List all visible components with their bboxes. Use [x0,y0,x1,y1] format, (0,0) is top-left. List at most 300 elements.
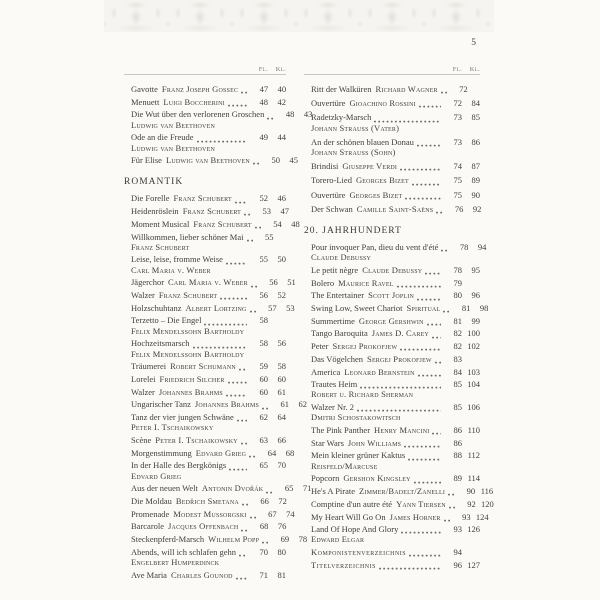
dot-leader [427,319,441,326]
composer-name: Modest Mussorgski [173,508,247,519]
dot-leader [441,87,447,94]
piece-title: Komponistenverzeichnis [311,547,407,558]
toc-entry [304,278,480,288]
toc-entry-line [311,498,494,509]
column-header-rule [124,66,286,75]
flute-page-number: 88 [453,450,462,461]
flute-page-number: 70 [259,546,268,557]
composer-name: Franz Schubert [173,193,232,204]
dot-leader [267,113,273,120]
section-header: ROMANTIK [124,177,184,188]
piece-title: He's A Pirate [311,486,356,497]
flute-page-number: 66 [260,496,269,506]
flute-page-number: 55 [265,231,274,242]
flute-page-number: 55 [259,254,268,265]
piece-title: Träumerei [131,361,167,372]
toc-column-right [304,66,494,573]
dot-leader [412,179,441,186]
piece-title: Ave Maria [131,569,167,580]
toc-entry [304,438,480,448]
composer-name: Engelbert Humperdinck [131,557,220,568]
piece-title: Comptine d'un autre été [311,498,393,509]
composer-name: Felix Mendelssohn Bartholdy [131,348,245,359]
flute-page-number: 92 [467,498,476,509]
dot-leader [241,87,247,94]
dot-leader [229,464,247,471]
toc-entry-line [311,175,480,185]
composer-name: Ludwig van Beethoven [131,142,215,153]
dot-leader [417,140,441,147]
piano-page-number: 44 [277,132,286,143]
toc-entry [304,425,480,435]
composer-name: Maurice Ravel [338,277,394,288]
toc-entry [304,524,480,544]
dot-leader [425,268,441,275]
toc-entry-line [131,412,286,422]
flute-page-number: 93 [462,511,471,522]
toc-entry [124,460,286,480]
composer-name: Claude Debussy [362,264,423,275]
flute-page-number: 64 [267,447,277,458]
piano-page-number: 89 [471,175,480,186]
toc-entry [124,193,286,203]
dot-leader [449,502,455,509]
flute-page-number: 72 [453,98,462,109]
piece-title: Barcarole [131,521,165,532]
toc-entry [124,412,286,432]
composer-name: Edvard Grieg [131,470,182,481]
toc-entry [304,402,480,422]
toc-entry [124,206,290,217]
composer-name: Georges Bizet [349,189,403,200]
composer-name: Gershon Kingsley [343,473,411,484]
piece-title: My Heart Will Go On [311,511,386,522]
dot-leader [251,281,257,288]
toc-section [124,84,313,166]
dot-leader [441,245,447,252]
piano-page-number: 102 [467,341,480,352]
composer-name: Spiritual [406,303,441,314]
dot-leader [436,207,442,214]
toc-entry-line [131,218,300,229]
piano-page-number: 70 [277,460,286,471]
piano-page-number: 92 [472,203,482,214]
toc-section [304,84,480,214]
toc-entry-line [131,570,286,580]
toc-entry [304,486,494,497]
piece-title: Lorelei [131,373,156,384]
composer-name: Ludwig van Beethoven [131,119,215,130]
toc-entry [304,265,480,275]
piano-page-number: 100 [467,328,480,339]
piano-page-number: 62 [298,399,308,410]
dot-leader [242,499,248,506]
toc-entry [304,547,480,557]
dot-leader [357,405,441,412]
flute-page-number: 60 [259,373,268,384]
toc-entry-line [131,521,286,531]
toc-entry [124,496,286,506]
toc-entry-line [131,254,286,264]
toc-entry-line [131,338,286,348]
piano-page-number: 43 [303,109,313,120]
composer-name: Edward Elgar [311,534,365,545]
dot-leader [241,438,247,445]
toc-entry-line [311,486,494,497]
piece-title: Tango Baroquita [311,328,368,339]
toc-entry-line [131,193,286,203]
toc-entry [304,161,480,171]
toc-entry [124,109,313,130]
composer-name: Sergej Prokofjew [367,353,432,364]
piano-column-label: Kl. [469,66,480,73]
piece-title: Die Forelle [131,193,170,204]
composer-name: James D. Carey [371,328,430,339]
flute-page-number: 49 [259,132,268,143]
piece-title: Trautes Heim [311,379,358,390]
piano-page-number: 116 [480,486,494,497]
flute-page-number: 85 [453,402,462,413]
dot-leader [255,222,261,229]
toc-entry [124,232,286,252]
toc-entry [304,511,489,522]
dot-leader [244,209,250,216]
toc-entry-line [311,303,489,314]
composer-name: Dmitri Schostakowitsch [311,412,401,423]
toc-entry [304,98,480,108]
dot-leader [250,306,256,313]
piano-page-number: 52 [277,290,286,301]
toc-entry [124,277,296,288]
composer-name: Sergej Prokofjew [332,341,398,352]
piece-title: Le petit nègre [311,264,359,275]
toc-entry-line [311,425,480,435]
piece-title: Tanz der vier jungen Schwäne [131,412,234,423]
flute-page-number: 53 [262,206,272,217]
dot-leader [408,454,441,461]
piece-title: Ode an die Freude [131,132,194,143]
toc-entry-line [131,315,286,325]
dot-leader [414,477,441,484]
composer-name: Carl Maria v. Weber [168,277,248,288]
toc-entry-line [311,265,480,275]
piece-title: Popcorn [311,473,340,484]
toc-entry [304,560,480,570]
composer-name: John Williams [347,437,402,448]
piece-title: Ouvertüre [311,189,346,200]
dot-leader [266,487,272,494]
composer-name: Johannes Brahms [194,399,260,410]
composer-name: Reisfeld/Marcuse [311,460,378,471]
toc-entry-line [311,278,480,288]
composer-name: Robert Schumann [170,361,236,372]
toc-entry-line [311,547,480,557]
piece-title: Das Vögelchen [311,353,364,364]
toc-entry-line [311,367,480,377]
toc-entry [124,435,286,445]
composer-name: Felix Mendelssohn Bartholdy [131,325,245,336]
flute-page-number: 96 [453,559,462,570]
piano-page-number: 104 [467,379,480,390]
composer-name: Gioachino Rossini [349,98,416,109]
piece-title: Gavotte [131,84,158,94]
toc-entry-line [311,524,480,534]
toc-entry-line [311,450,480,460]
toc-entry-line [131,232,286,242]
toc-entry [304,379,480,399]
piece-title: Ungarischer Tanz [131,399,191,410]
piano-page-number: 72 [278,496,287,506]
piece-title: Mein kleiner grüner Kaktus [311,450,406,461]
flute-page-number: 79 [453,277,462,288]
piano-page-number: 56 [277,338,286,349]
piano-page-number: 53 [286,302,295,313]
piano-page-number: 40 [277,84,287,94]
flute-page-number: 65 [259,460,268,471]
flute-page-number: 56 [259,290,268,301]
piano-page-number: 84 [471,98,480,109]
toc-entry [304,303,489,314]
flute-page-number: 69 [280,534,290,545]
toc-entry-line [131,460,286,470]
composer-name: Franz Joseph Gossec [161,84,239,94]
piece-title: America [311,366,341,377]
piece-title: An der schönen blauen Donau [311,136,414,147]
piano-page-number: 61 [277,386,286,397]
dot-leader [239,364,247,371]
toc-entry-line [131,109,313,120]
composer-name: George Gershwin [358,315,424,326]
piano-page-number: 126 [467,524,480,535]
piece-title: The Pink Panther [311,425,371,436]
composer-name: Antonin Dvořák [201,483,264,494]
dot-leader [360,382,441,389]
composer-name: Carl Maria v. Weber [131,264,211,275]
toc-entry-line [131,290,286,300]
toc-section [304,547,480,570]
dot-leader [241,525,247,532]
toc-entry-line [311,560,480,570]
toc-entry-line [131,447,295,458]
flute-column-label: Fl. [452,66,462,73]
flute-page-number: 73 [453,112,462,123]
piece-title: Leise, leise, fromme Weise [131,254,223,265]
flute-page-number: 72 [459,84,468,94]
piano-column-label: Kl. [275,66,286,73]
composer-name: Zimmer/Badelt/Zanelli [359,486,446,497]
piano-page-number: 58 [277,361,286,372]
composer-name: Leonard Bernstein [344,366,415,377]
piano-page-number: 98 [479,303,489,314]
dot-leader [239,550,247,557]
piano-page-number: 68 [285,447,295,458]
dot-leader [197,136,247,143]
flute-page-number: 75 [453,175,462,186]
piece-title: Bolero [311,277,335,288]
toc-entry [124,290,286,300]
composer-name: Wilhelm Popp [208,534,260,545]
piece-title: Aus der neuen Welt [131,483,198,494]
flute-page-number: 50 [271,155,280,166]
piano-page-number: 47 [280,206,290,217]
toc-entry-line [311,242,487,253]
piece-title: Walzer Nr. 2 [311,402,354,413]
flute-page-number: 80 [453,290,462,301]
piano-page-number: 85 [471,112,480,123]
dot-leader [401,527,441,534]
toc-entry-line [311,112,480,122]
piece-title: Moment Musical [131,218,190,229]
composer-name: James Horner [389,511,441,522]
toc-entry [304,367,480,377]
piano-page-number: 99 [471,315,480,326]
composer-name: Scott Joplin [368,290,415,301]
piece-title: Brindisi [311,161,339,172]
piece-title: Swing Low, Sweet Chariot [311,303,403,314]
toc-entry-line [131,277,296,288]
flute-page-number: 48 [259,96,268,107]
piece-title: Terzetto – Die Engel [131,315,202,326]
piano-page-number: 45 [289,155,298,166]
flute-page-number: 82 [453,328,462,339]
piece-title: Holzschuhtanz [131,302,182,313]
dot-leader [374,116,441,123]
dot-leader [405,193,441,200]
piano-page-number: 95 [471,264,480,275]
piano-page-number: 48 [291,218,300,229]
toc-entry [124,399,308,410]
dot-leader [249,451,255,458]
piece-title: Titelverzeichnis [311,559,376,570]
piano-page-number: 60 [277,373,286,384]
dot-leader [432,332,441,339]
toc-entry-line [311,290,480,300]
piano-page-number: 110 [467,425,480,436]
piece-title: In der Halle des Bergkönigs [131,460,227,471]
column-header-rule [304,66,480,75]
piece-title: Torero-Lied [311,175,352,186]
composer-name: Yann Tiersen [396,498,446,509]
flute-page-number: 47 [259,84,269,94]
dot-leader [404,441,441,448]
composer-name: Franz Schubert [182,206,242,217]
toc-entry [304,341,480,351]
piano-page-number: 50 [277,254,286,265]
piece-title: Radetzky-Marsch [311,112,372,123]
flute-page-number: 90 [466,486,476,497]
dot-leader [400,344,441,351]
piano-page-number: 112 [467,450,480,461]
flute-page-number: 76 [454,203,464,214]
piano-page-number: 114 [467,473,480,484]
toc-entry [124,302,295,313]
composer-name: Bedřich Smetana [175,496,239,506]
piece-title: Pour invoquer Pan, dieu du vent d'été [311,242,439,253]
dot-leader [237,415,247,422]
toc-entry-line [131,155,298,166]
composer-name: Luigi Boccherini [163,96,225,107]
toc-entry [124,155,298,166]
composer-name: Johann Strauss (Sohn) [311,147,396,158]
piano-page-number: 90 [471,189,480,200]
flute-page-number: 75 [453,189,462,200]
toc-entry [304,137,480,157]
piece-title: Walzer [131,386,155,397]
dot-leader [226,390,247,397]
dot-leader [262,403,268,410]
toc-entry-line [131,534,308,545]
flute-page-number: 58 [259,315,268,326]
toc-entry [124,97,286,107]
flute-page-number: 81 [453,315,462,326]
piano-page-number: 96 [471,290,480,301]
composer-name: Richard Wagner [375,84,438,94]
toc-entry [124,132,286,152]
toc-entry [124,84,286,94]
toc-entry-line [311,438,480,448]
toc-entry [124,483,312,494]
toc-entry-line [131,387,286,397]
toc-entry [304,190,480,200]
flute-page-number: 58 [259,338,268,349]
toc-entry-line [131,374,286,384]
flute-page-number: 78 [453,264,462,275]
dot-leader [379,563,441,570]
dot-leader [247,235,253,242]
toc-entry [304,112,480,132]
piano-page-number: 81 [277,569,286,580]
flute-page-number: 78 [459,242,469,253]
dot-leader [236,573,247,580]
toc-entry [304,354,480,364]
composer-name: Georges Bizet [355,175,409,186]
piece-title: Heidenröslein [131,206,179,217]
dot-leader [226,258,247,265]
toc-column-left [124,66,313,582]
toc-entry-line [311,402,480,412]
flute-page-number: 74 [453,161,462,172]
flute-page-number: 73 [453,136,462,147]
dot-leader [418,370,441,377]
dot-leader [220,293,247,300]
dot-leader [250,512,256,519]
toc-entry-line [131,361,286,371]
flute-page-number: 83 [453,353,462,364]
toc-entry [124,338,286,358]
toc-entry-line [131,132,286,142]
piece-title: Ouvertüre [311,98,346,109]
toc-entry [304,175,480,185]
dot-leader [409,550,441,557]
flute-page-number: 59 [259,361,268,372]
piano-page-number: 64 [277,412,286,423]
flute-page-number: 67 [268,508,277,519]
damask-ornament-band [104,0,494,32]
toc-entry-line [131,399,308,410]
piece-title: Ritt der Walküren [311,84,372,94]
toc-entry-line [131,206,290,217]
flute-page-number: 60 [259,386,268,397]
piece-title: Für Elise [131,155,162,166]
dot-leader [204,319,247,326]
composer-name: Camille Saint-Saëns [356,203,434,214]
piano-page-number: 120 [481,498,494,509]
composer-name: Robert u. Richard Sherman [311,389,414,400]
toc-entry-line [311,316,480,326]
piece-title: Jägerchor [131,277,165,288]
dot-leader [400,164,441,171]
dot-leader [397,281,441,288]
